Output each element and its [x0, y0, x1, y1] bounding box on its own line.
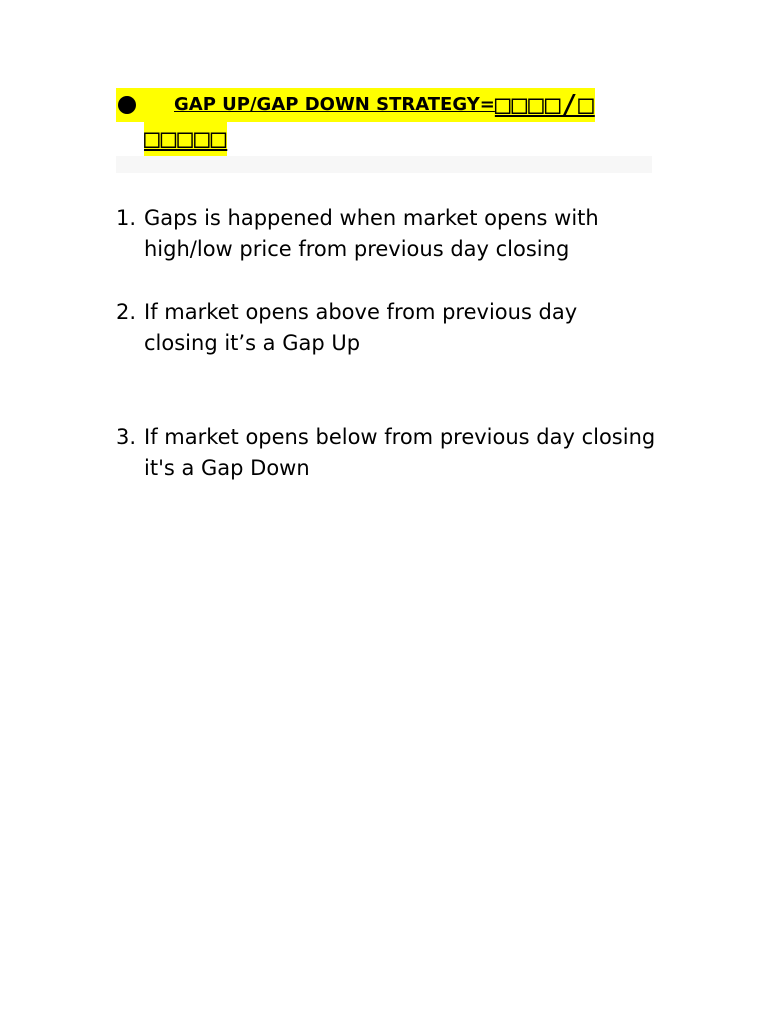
list-item: [116, 422, 656, 484]
list-item-text: If market opens above from previous day closing it’s a Gap Up: [144, 300, 578, 355]
list-item-number: 3.: [116, 425, 137, 449]
heading-block: [116, 88, 652, 156]
list-item: [116, 297, 656, 359]
heading-line: [116, 88, 652, 122]
list-item-number: 2.: [116, 300, 137, 324]
heading-glyphs-line1: □□□□/□: [494, 90, 595, 120]
heading-bullet-cell: [116, 88, 174, 122]
heading-glyphs-line2: □□□□□: [144, 124, 228, 154]
list-item-number: 1.: [116, 206, 137, 230]
shaded-spacer: [116, 156, 652, 173]
heading-title: GAP UP/GAP DOWN STRATEGY=: [174, 88, 495, 122]
list-item: [116, 203, 656, 265]
bullet-icon: [118, 96, 136, 114]
list-item-text: Gaps is happened when market opens with high/low price from previous day closing: [144, 206, 599, 261]
numbered-list: [116, 203, 656, 484]
heading-continuation-line: [144, 122, 652, 156]
list-item-text: If market opens below from previous day closing it's a Gap Down: [144, 425, 656, 480]
